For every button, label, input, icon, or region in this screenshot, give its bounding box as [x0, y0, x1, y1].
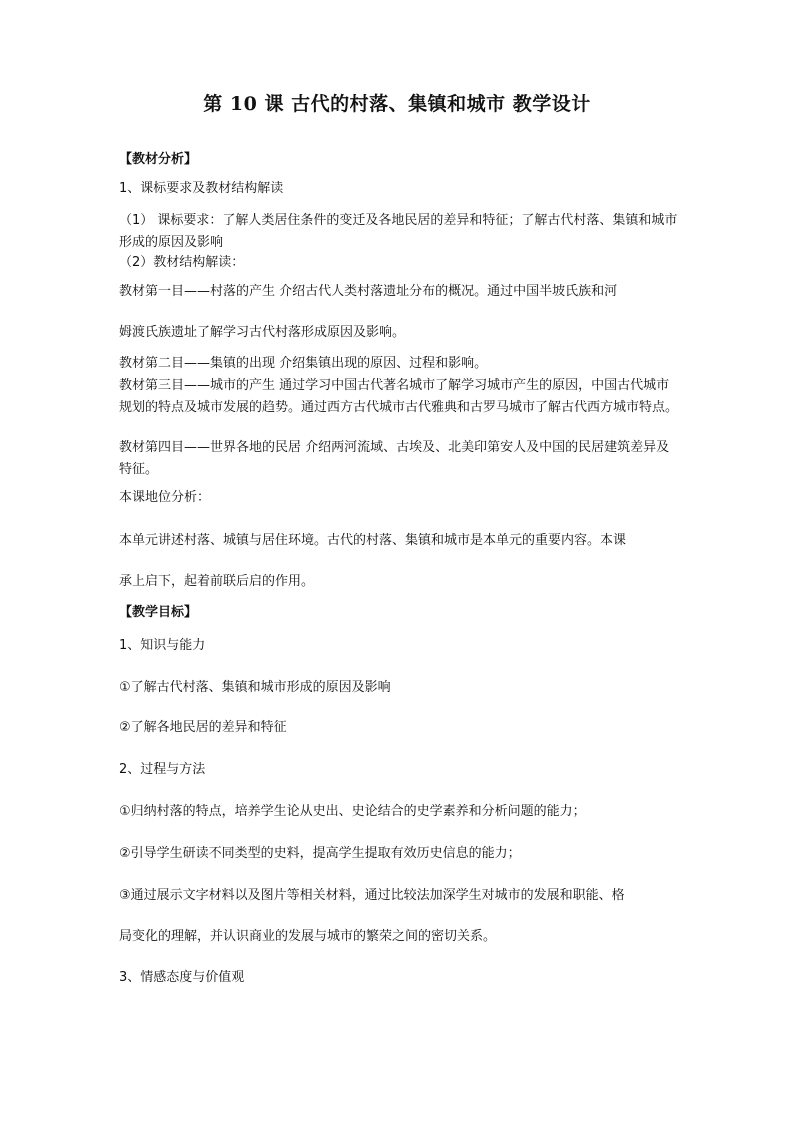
item-curriculum-structure: 1、课标要求及教材结构解读 [119, 181, 284, 196]
part1-line1: 教材第一目——村落的产生 介绍古代人类村落遗址分布的概况。通过中国半坡氏族和河 [119, 284, 618, 299]
goal2-item-b: ②引导学生研读不同类型的史料，提高学生提取有效历史信息的能力； [119, 846, 521, 861]
goal-emotion-values: 3、情感态度与价值观 [119, 970, 245, 985]
part4: 教材第四目——世界各地的民居 介绍两河流域、古埃及、北美印第安人及中国的民居建筑差异及特征。 [119, 440, 670, 477]
structure-label: （2）教材结构解读： [119, 255, 245, 270]
goal2-item-a: ①归纳村落的特点，培养学生论从史出、史论结合的史学素养和分析问题的能力； [119, 804, 586, 819]
document-title: 第 10 课 古代的村落、集镇和城市 教学设计 [203, 93, 591, 115]
goal-knowledge-ability: 1、知识与能力 [119, 638, 206, 653]
goal1-item-b: ②了解各地民居的差异和特征 [119, 720, 287, 735]
section-heading-textbook-analysis: 【教材分析】 [119, 152, 198, 167]
goal2-item-c-line2: 局变化的理解，并认识商业的发展与城市的繁荣之间的密切关系。 [119, 929, 497, 944]
goal-process-method: 2、过程与方法 [119, 762, 206, 777]
goal1-item-a: ①了解古代村落、集镇和城市形成的原因及影响 [119, 680, 391, 695]
section-heading-teaching-goals: 【教学目标】 [119, 605, 198, 620]
goal2-item-c-line1: ③通过展示文字材料以及图片等相关材料，通过比较法加深学生对城市的发展和职能、格 [119, 888, 625, 903]
curriculum-requirements: （1） 课标要求：了解人类居住条件的变迁及各地民居的差异和特征；了解古代村落、集镇和城市形成的原因及影响 [119, 213, 678, 250]
position-label: 本课地位分析： [119, 490, 211, 505]
part1-line2: 姆渡氏族遗址了解学习古代村落形成原因及影响。 [119, 325, 406, 340]
part2: 教材第二目——集镇的出现 介绍集镇出现的原因、过程和影响。 [119, 356, 488, 371]
position-line1: 本单元讲述村落、城镇与居住环境。古代的村落、集镇和城市是本单元的重要内容。本课 [119, 533, 627, 548]
position-line2: 承上启下，起着前联后启的作用。 [119, 574, 315, 589]
part3: 教材第三目——城市的产生 通过学习中国古代著名城市了解学习城市产生的原因，中国古代城市规划的特点及城市发展的趋势。通过西方古代城市古代雅典和古罗马城市了解古代西方城市特点。 [119, 378, 679, 415]
